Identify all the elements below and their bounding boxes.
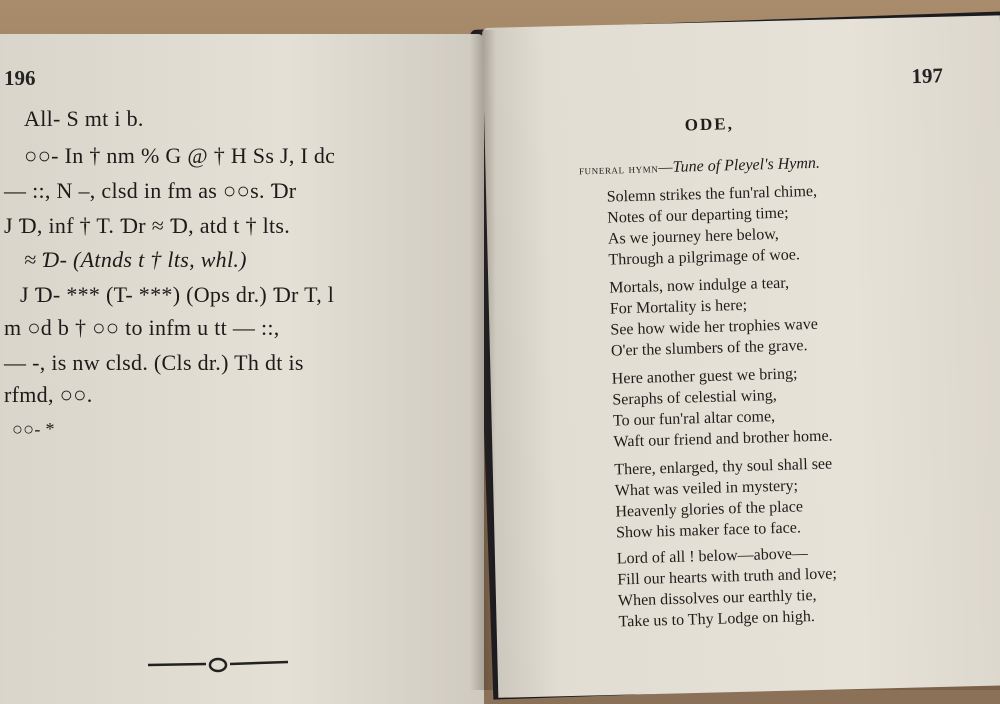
page-ornament xyxy=(148,656,288,674)
left-page-text xyxy=(0,0,480,690)
cipher-line: ○○- * xyxy=(12,419,55,439)
verse-line: Mortals, now indulge a tear, xyxy=(609,274,790,297)
verse-line: O'er the slumbers of the grave. xyxy=(610,337,808,360)
verse-line: As we journey here below, xyxy=(607,225,779,248)
cipher-line: All- S mt i b. xyxy=(24,106,144,131)
stanza-5 xyxy=(617,542,839,632)
verse-line: Seraphs of celestial wing, xyxy=(612,387,777,409)
verse-line: Take us to Thy Lodge on high. xyxy=(618,608,816,631)
verse-line: Through a pilgrimage of woe. xyxy=(608,246,801,269)
cipher-line: ○○- In † nm % G @ † H Ss J, I dc xyxy=(24,143,336,168)
verse-line: When dissolves our earthly tie, xyxy=(617,586,817,610)
stanza-4 xyxy=(614,453,834,543)
cipher-line: m ○d b † ○○ to infm u tt — ::, xyxy=(4,315,280,340)
cipher-line: J Ɗ, inf † T. Ɗr ≈ Ɗ, atd t † lts. xyxy=(4,213,291,238)
stanza-3 xyxy=(612,362,833,452)
hymn-tune: —Tune of Pleyel's Hymn. xyxy=(658,154,821,177)
verse-line: Here another guest we bring; xyxy=(611,365,798,388)
verse-line: Solemn strikes the fun'ral chime, xyxy=(606,182,818,206)
verse-line: For Mortality is here; xyxy=(609,296,748,318)
verse-line: Lord of all ! below—above— xyxy=(616,545,809,568)
page-number-right: 197 xyxy=(911,63,944,89)
verse-line: Show his maker face to face. xyxy=(615,519,802,542)
verse-line: There, enlarged, thy soul shall see xyxy=(614,455,833,479)
cipher-line: — -, is nw clsd. (Cls dr.) Th dt is xyxy=(4,350,304,375)
cipher-line: J Ɗ- *** (T- ***) (Ops dr.) Ɗr T, l xyxy=(20,282,335,307)
cipher-line: ≈ Ɗ- (Atnds t † lts, whl.) xyxy=(24,247,247,272)
verse-line: See how wide her trophies wave xyxy=(610,315,819,339)
verse-line: To our fun'ral altar come, xyxy=(612,408,776,430)
verse-line: Fill our hearts with truth and love; xyxy=(617,565,838,589)
cipher-line: rfmd, ○○. xyxy=(4,382,93,407)
stanza-2 xyxy=(609,272,819,362)
stanza-1 xyxy=(606,181,819,271)
page-number-left: 196 xyxy=(4,66,36,90)
verse-line: Waft our friend and brother home. xyxy=(613,427,833,451)
verse-line: Notes of our departing time; xyxy=(607,204,789,227)
ode-title: ODE, xyxy=(684,114,735,135)
verse-line: What was veiled in mystery; xyxy=(614,477,799,500)
cipher-line: — ::, N –, clsd in fm as ○○s. Ɗr xyxy=(4,178,297,203)
hymn-heading xyxy=(579,155,820,180)
verse-line: Heavenly glories of the place xyxy=(615,498,804,521)
right-page-text xyxy=(485,16,1000,690)
hymn-heading-caps: funeral hymn xyxy=(578,160,659,178)
